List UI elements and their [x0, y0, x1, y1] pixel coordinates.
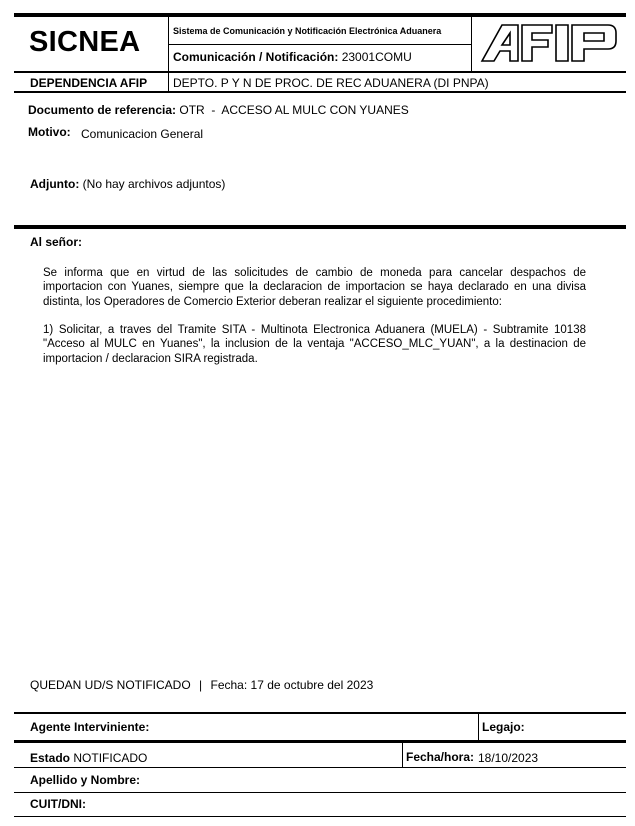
adjunto-value: (No hay archivos adjuntos)	[82, 177, 226, 191]
fechahora-label: Fecha/hora:	[406, 750, 475, 764]
footer-rule-2	[14, 740, 626, 743]
estado-value: NOTIFICADO	[73, 751, 148, 765]
footer-rule-3	[14, 767, 626, 768]
apellido-label: Apellido y Nombre:	[30, 773, 141, 787]
brand-title: SICNEA	[29, 26, 141, 58]
system-title: Sistema de Comunicación y Notificación Electrónica Aduanera	[173, 26, 442, 36]
footer-rule-4	[14, 792, 626, 793]
notification-separator: |	[199, 678, 203, 692]
cuit-label: CUIT/DNI:	[30, 797, 86, 811]
estado-label: Estado	[30, 751, 71, 765]
estado-line	[30, 751, 147, 765]
header-bottom-rule	[14, 71, 626, 73]
adjunto-line	[30, 177, 225, 191]
reference-label: Documento de referencia:	[28, 103, 177, 117]
header-divider-left	[168, 17, 169, 91]
paragraph-2: 1) Solicitar, a traves del Tramite SITA - Multinota Electronica Aduanera (MUELA) - Subtramite 10138 "Acceso al MULC en Yuanes", la inclusion de la ventaja "ACCESO_MLC_YUAN", a la destinacion de importacion / declaracion SIRA registrada.	[43, 324, 586, 365]
notification-date-label: Fecha:	[210, 678, 248, 692]
notification-date-value: 17 de octubre del 2023	[250, 678, 374, 692]
legajo-label: Legajo:	[482, 720, 525, 734]
motivo-label: Motivo:	[28, 125, 71, 139]
header-top-rule	[14, 13, 626, 17]
logo-text: AFIP	[480, 21, 483, 22]
communication-label: Comunicación / Notificación:	[173, 50, 339, 64]
fechahora-divider	[402, 742, 403, 768]
body-top-rule	[14, 225, 626, 229]
communication-line	[173, 50, 412, 64]
agente-label: Agente Interviniente:	[30, 720, 150, 734]
fechahora-value: 18/10/2023	[478, 751, 539, 765]
dependencia-label: DEPENDENCIA AFIP	[30, 76, 148, 90]
legajo-divider	[478, 713, 479, 741]
afip-logo	[480, 21, 620, 63]
notification-text: QUEDAN UD/S NOTIFICADO	[30, 678, 191, 692]
reference-line	[28, 103, 409, 117]
reference-value: OTR - ACCESO AL MULC CON YUANES	[179, 103, 409, 117]
footer-bottom-rule	[14, 816, 626, 817]
salutation: Al señor:	[30, 235, 83, 249]
motivo-value: Comunicacion General	[81, 127, 204, 141]
header-divider-right	[471, 17, 472, 72]
communication-number: 23001COMU	[341, 50, 412, 64]
paragraph-1: Se informa que en virtud de las solicitudes de cambio de moneda para cancelar despachos de importacion con Yuanes, siempre que la declaracion de importacion se haya declarado en una divisa distinta, los Operadores de Comercio Exterior deberan realizar el siguiente procedimiento:	[43, 267, 586, 308]
notification-line	[30, 678, 373, 692]
adjunto-label: Adjunto:	[30, 177, 80, 191]
system-title-divider	[169, 44, 471, 45]
dependencia-bottom-rule	[14, 91, 626, 93]
dependencia-value: DEPTO. P Y N DE PROC. DE REC ADUANERA (DI PNPA)	[173, 76, 489, 90]
footer-top-rule	[14, 712, 626, 714]
